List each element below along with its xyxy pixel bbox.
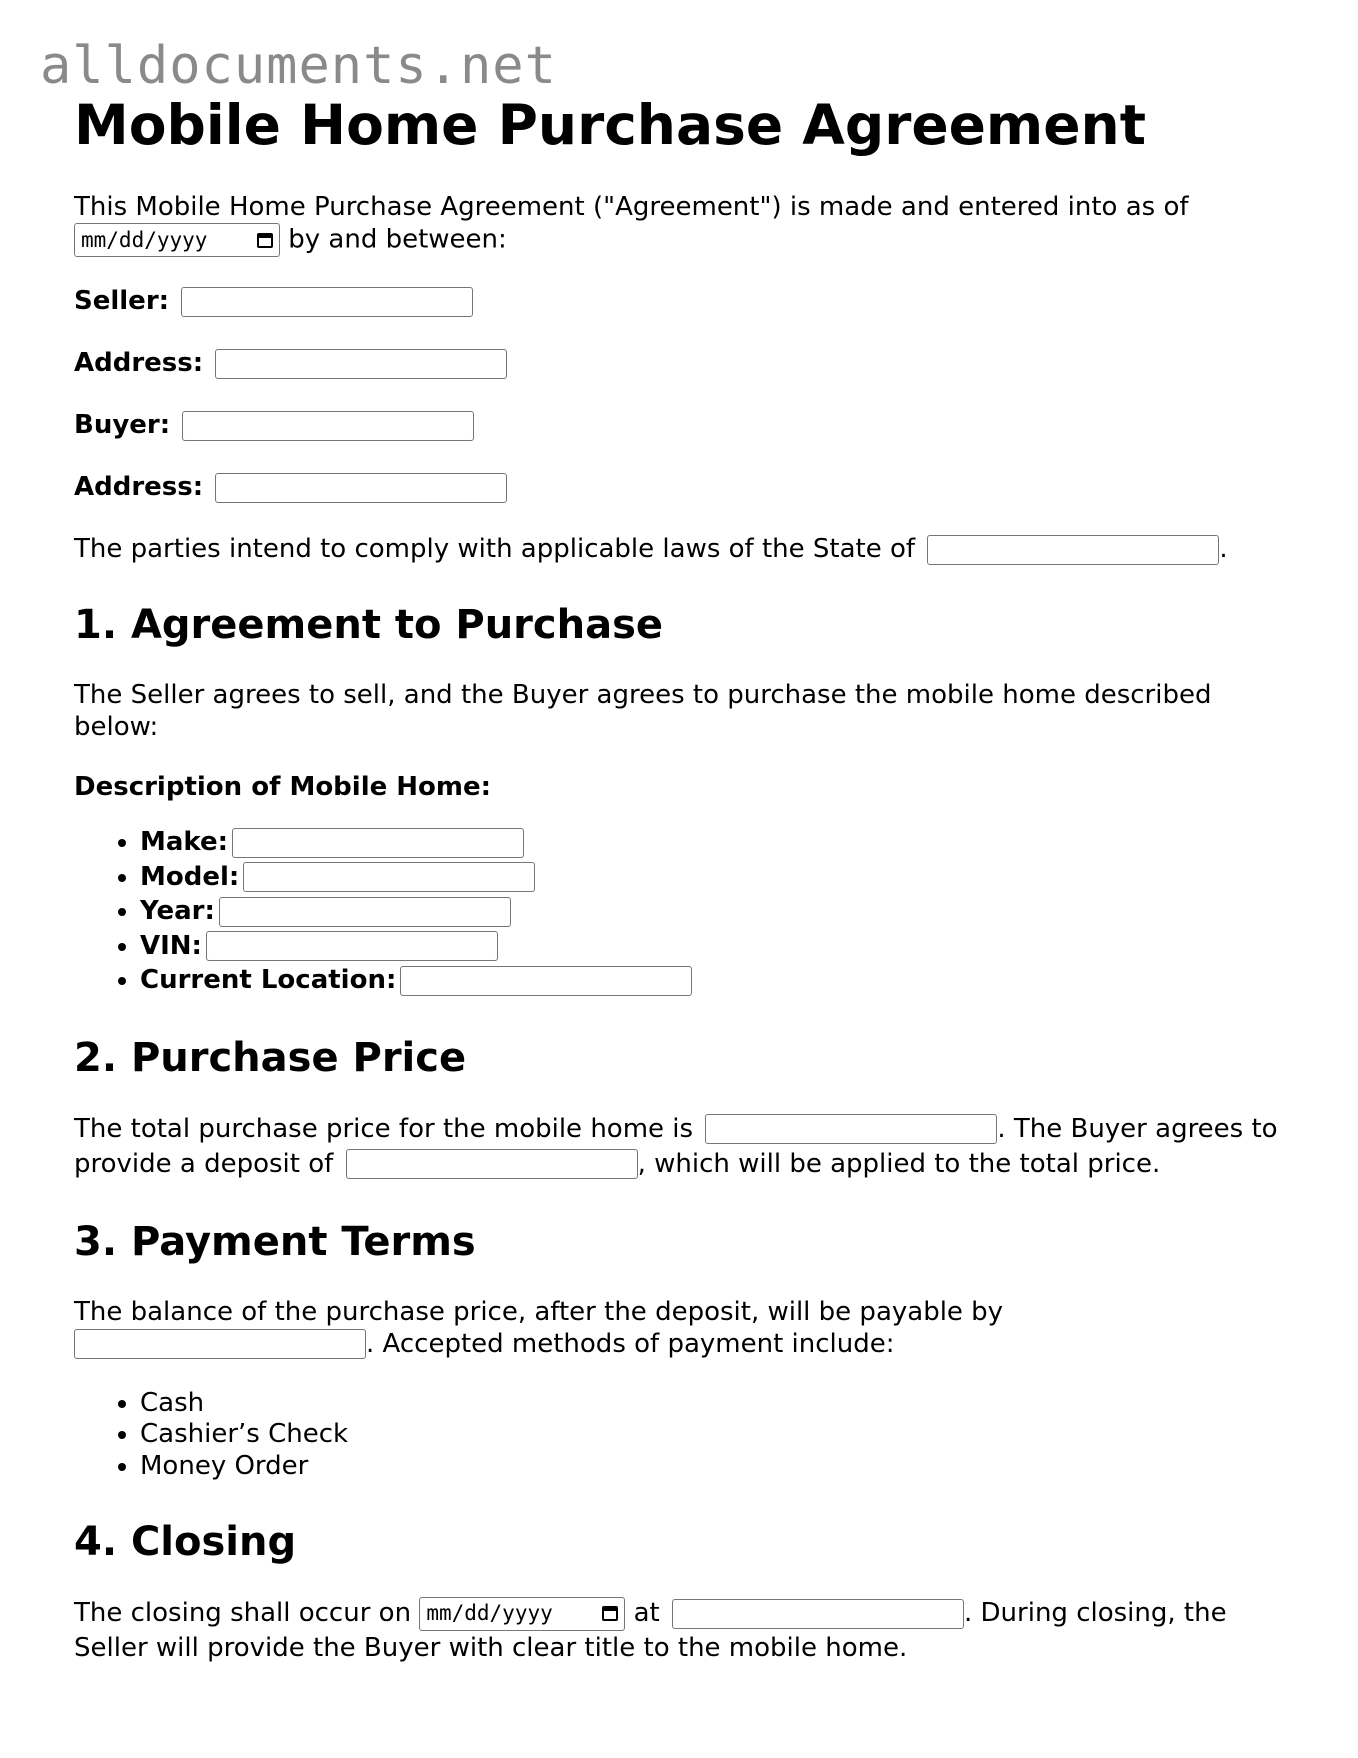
closing-location-input[interactable] [672, 1599, 964, 1629]
vin-input[interactable] [206, 931, 498, 961]
calendar-icon[interactable] [602, 1606, 618, 1621]
vin-label: VIN: [140, 930, 202, 961]
list-item [140, 963, 1294, 998]
seller-label: Seller: [74, 286, 170, 317]
list-item: • Cash [140, 1388, 1294, 1420]
payment-terms-text: The balance of the purchase price, after the deposit, will be payable by [74, 1296, 1004, 1327]
date-placeholder: mm/dd/yyyy [81, 228, 208, 253]
current-location-input[interactable] [400, 966, 692, 996]
buyer-label: Buyer: [74, 410, 171, 441]
deposit-text: . The Buyer agrees to provide a deposit of [74, 1113, 1278, 1179]
section-1-heading: 1. Agreement to Purchase [74, 602, 664, 649]
closing-text-end: . During closing, the Seller will provide the Buyer with clear title to the mobile home. [74, 1598, 1227, 1664]
seller-input[interactable] [181, 287, 473, 317]
list-item: • Money Order [140, 1451, 1294, 1483]
seller-address-label: Address: [74, 348, 204, 379]
list-item [140, 894, 1294, 929]
current-location-label: Current Location: [140, 965, 397, 996]
watermark: alldocuments.net [40, 36, 557, 96]
seller-address-input[interactable] [215, 349, 507, 379]
agreement-date-input[interactable] [74, 223, 280, 257]
calendar-icon[interactable] [257, 233, 273, 248]
purchase-price-input[interactable] [705, 1114, 997, 1144]
deposit-text-end: , which will be applied to the total price. [637, 1148, 1161, 1179]
closing-at-text: at [633, 1598, 660, 1629]
state-clause [74, 533, 1294, 565]
description-label-row [74, 771, 1294, 803]
intro-paragraph [74, 191, 1294, 257]
make-input[interactable] [232, 828, 524, 858]
buyer-address-input[interactable] [215, 473, 507, 503]
list-item [140, 860, 1294, 895]
section-3-text [74, 1296, 1294, 1360]
deposit-input[interactable] [346, 1149, 638, 1179]
section-3-heading: 3. Payment Terms [74, 1218, 476, 1265]
section-4-text [74, 1596, 1294, 1666]
payable-by-input[interactable] [74, 1329, 366, 1359]
model-label: Model: [140, 861, 240, 892]
buyer-input[interactable] [182, 411, 474, 441]
purchase-price-text: The total purchase price for the mobile home is [74, 1113, 694, 1144]
seller-address-row [74, 347, 1294, 379]
buyer-row [74, 409, 1294, 441]
closing-text: The closing shall occur on [74, 1598, 412, 1629]
mobile-home-description-list [74, 825, 1294, 998]
section-2-text [74, 1112, 1294, 1182]
document-page [74, 94, 1294, 1694]
list-item [140, 929, 1294, 964]
section-4-heading: 4. Closing [74, 1519, 297, 1566]
list-item [140, 825, 1294, 860]
list-item: • Cashier’s Check [140, 1419, 1294, 1451]
buyer-address-label: Address: [74, 472, 204, 503]
date-placeholder: mm/dd/yyyy [426, 1601, 553, 1626]
buyer-address-row [74, 471, 1294, 503]
make-label: Make: [140, 827, 229, 858]
seller-row [74, 285, 1294, 317]
state-clause-end: . [1219, 534, 1228, 565]
document-title: Mobile Home Purchase Agreement [74, 93, 1146, 157]
section-1-text: The Seller agrees to sell, and the Buyer agrees to purchase the mobile home described below: [74, 680, 1212, 743]
state-input[interactable] [927, 535, 1219, 565]
payment-methods-list [74, 1388, 1294, 1483]
description-label: Description of Mobile Home: [74, 772, 492, 803]
section-2-heading: 2. Purchase Price [74, 1034, 467, 1081]
payment-methods-intro: . Accepted methods of payment include: [366, 1328, 895, 1359]
intro-text-after: by and between: [288, 224, 507, 255]
model-input[interactable] [243, 862, 535, 892]
closing-date-input[interactable] [419, 1597, 625, 1631]
year-label: Year: [140, 896, 215, 927]
year-input[interactable] [219, 897, 511, 927]
intro-text-before: This Mobile Home Purchase Agreement ("Agreement") is made and entered into as of [74, 192, 1189, 223]
state-clause-text: The parties intend to comply with applicable laws of the State of [74, 534, 916, 565]
